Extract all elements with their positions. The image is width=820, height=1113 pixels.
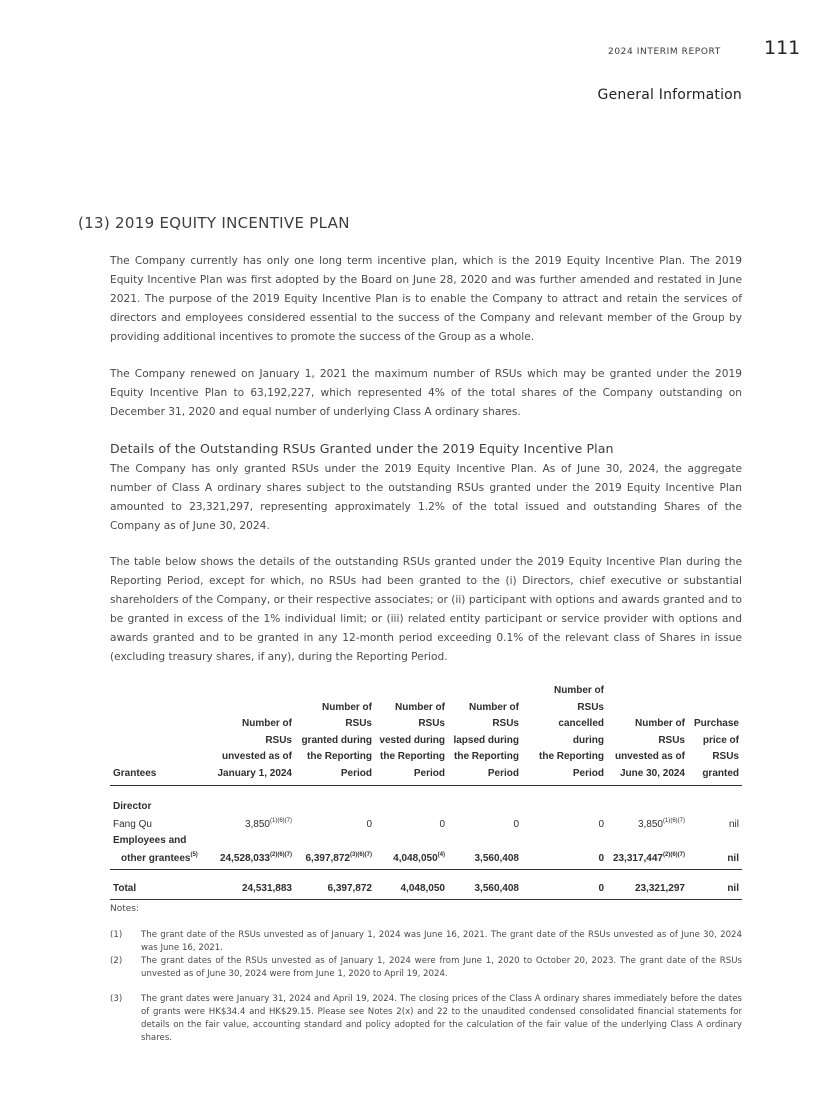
note-text: The grant date of the RSUs unvested as of January 1, 2024 was June 16, 2021. The grant date of the RSUs unvested as of June 30, 2024 was June 16, 2021. (141, 930, 742, 953)
total-unvested-start: 24,531,883 (206, 870, 295, 900)
table-row-employees-label (110, 832, 742, 848)
section-title: General Information (597, 87, 742, 103)
cell-granted: $6,397,872^{(3)(6)(7)}$ (295, 848, 375, 870)
employees-label-2: other grantees$^{(5)}$ (110, 848, 206, 870)
total-cancelled: 0 (522, 870, 607, 900)
header-cancelled: Number of RSUs cancelled during the Reporting Period (522, 683, 607, 786)
cell-cancelled: 0 (522, 848, 607, 870)
note-number: (2) (110, 956, 123, 966)
cell-unvested-end: $23,317,447^{(2)(6)(7)}$ (607, 848, 688, 870)
total-label: Total (110, 870, 206, 900)
header-grantees: Grantees (110, 683, 206, 786)
header-unvested-end: Number of RSUs unvested as of June 30, 2024 (607, 683, 688, 786)
table-row-director-label (110, 798, 742, 814)
paragraph-plan-renewal: The Company renewed on January 1, 2021 the maximum number of RSUs which may be granted under the 2019 Equity Incentive Plan to 63,192,227, which represented 4% of the total shares of the Company outstanding on December 31, 2020 and equal number of underlying Class A ordinary shares. (110, 368, 742, 418)
cell-unvested-start: $3,850^{(1)(6)(7)}$ (244, 818, 292, 830)
cell-cancelled: 0 (598, 819, 604, 830)
header-lapsed: Number of RSUs lapsed during the Reporting Period (448, 683, 522, 786)
cell-unvested-start: $24,528,033^{(2)(6)(7)}$ (206, 848, 295, 870)
plan-heading: (13) 2019 EQUITY INCENTIVE PLAN (78, 214, 350, 232)
note-2 (110, 955, 742, 981)
page-number: 111 (764, 37, 801, 59)
report-label: 2024 INTERIM REPORT (608, 47, 721, 57)
total-price: nil (688, 870, 742, 900)
paragraph-outstanding-rsus: The Company has only granted RSUs under the 2019 Equity Incentive Plan. As of June 30, 2024, the aggregate number of Class A ordinary shares subject to the outstanding RSUs granted under the 2019 Equity Incentive Plan amounted to 23,321,297, representing approximately 1.2% of the total issued and outstanding Shares of the Company as of June 30, 2024. (110, 463, 742, 532)
notes-label: Notes: (110, 904, 140, 914)
cell-granted: 0 (366, 819, 372, 830)
note-text: The grant dates were January 31, 2024 and April 19, 2024. The closing prices of the Class A ordinary shares immediately before the dates of grants were HK$34.4 and HK$29.15. Please see Notes 2(x) and 22 to the unaudited condensed consolidated financial statements for details on the fair value, accounting standard and policy adopted for the calculation of the fair value of the underlying Class A ordinary shares. (141, 994, 742, 1043)
cell-unvested-end: $3,850^{(1)(6)(7)}$ (637, 818, 685, 830)
employees-label: Employees and (113, 835, 187, 846)
header-vested: Number of RSUs vested during the Reporting Period (375, 683, 448, 786)
table-header-row (110, 683, 742, 786)
header-granted: Number of RSUs granted during the Reporting Period (295, 683, 375, 786)
director-name: Fang Qu (113, 819, 152, 830)
cell-vested: 0 (439, 819, 445, 830)
table-row-employees (110, 848, 742, 870)
table-row-director (110, 814, 742, 832)
paragraph-table-intro: The table below shows the details of the outstanding RSUs granted under the 2019 Equity Incentive Plan during the Reporting Period, except for which, no RSUs had been granted to the (i) Directors, chief executive or substantial shareholders of the Company, or their respective associates; or (ii) participant with options and awards granted and to be granted in excess of the 1% individual limit; or (iii) related entity participant or service provider with options and awards granted and to be granted in any 12-month period exceeding 0.1% of the relevant class of Shares in issue (excluding treasury shares, if any), during the Reporting Period. (110, 556, 742, 663)
note-1 (110, 929, 742, 955)
header-unvested-start: Number of RSUs unvested as of January 1, 2024 (206, 683, 295, 786)
note-number: (3) (110, 994, 123, 1004)
paragraph-plan-overview: The Company currently has only one long term incentive plan, which is the 2019 Equity Incentive Plan. The 2019 Equity Incentive Plan was first adopted by the Board on June 28, 2020 and was further amended and restated in June 2021. The purpose of the 2019 Equity Incentive Plan is to enable the Company to attract and retain the services of directors and employees considered essential to the success of the Company and relevant member of the Group by providing additional incentives to promote the success of the Group as a whole. (110, 255, 742, 343)
total-vested: 4,048,050 (375, 870, 448, 900)
total-unvested-end: 23,321,297 (607, 870, 688, 900)
table-row-total (110, 870, 742, 900)
cell-vested: 4,048,050$^{(4)}$ (375, 848, 448, 870)
cell-lapsed: 0 (513, 819, 519, 830)
note-3 (110, 993, 742, 1045)
rsu-subheading: Details of the Outstanding RSUs Granted under the 2019 Equity Incentive Plan (110, 441, 614, 456)
rsu-table (110, 683, 742, 900)
total-lapsed: 3,560,408 (448, 870, 522, 900)
cell-price: nil (688, 848, 742, 870)
note-text: The grant dates of the RSUs unvested as of January 1, 2024 were from June 1, 2020 to October 20, 2023. The grant date of the RSUs unvested as of June 30, 2024 were from June 1, 2020 to April 19, 2024. (141, 956, 742, 979)
total-granted: 6,397,872 (295, 870, 375, 900)
note-number: (1) (110, 930, 123, 940)
cell-price: nil (728, 819, 739, 830)
director-label: Director (113, 801, 152, 812)
header-purchase-price: Purchase price of RSUs granted (688, 683, 742, 786)
cell-lapsed: 3,560,408 (448, 848, 522, 870)
